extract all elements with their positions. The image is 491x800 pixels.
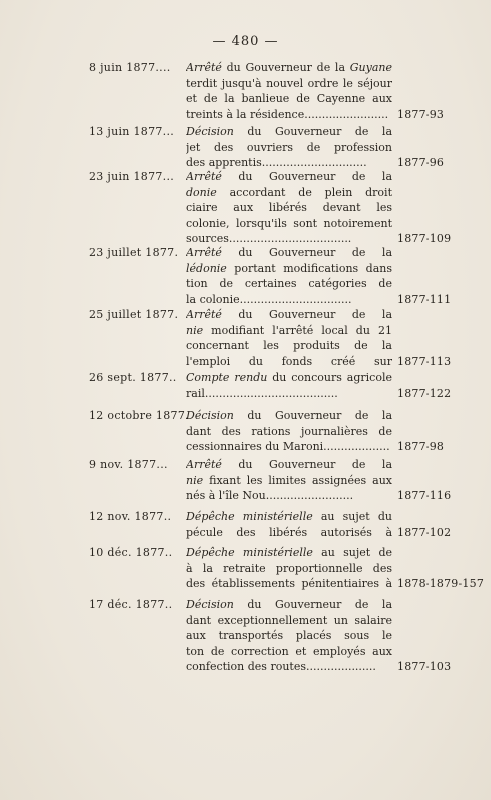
entry-text (186, 124, 392, 171)
entry-reference: 1877-102 (397, 525, 452, 539)
entry-line: Arrêté du Gouverneur de la (186, 246, 392, 259)
entry-reference: 1877-96 (397, 156, 445, 169)
entry-line: pécule des libérés autorisés à (186, 525, 392, 539)
entry-line: dant exceptionnellement un salaire (186, 613, 392, 627)
entry-reference: 1878-1879-157 (397, 577, 485, 590)
entry-line: nés à l'île Nou......................... (186, 489, 354, 502)
entry-text (186, 457, 392, 504)
entry-text (186, 545, 392, 592)
entry-line: cessionnaires du Maroni................... (186, 440, 390, 453)
entry-text (186, 597, 392, 675)
entry-line: Décision du Gouverneur de la (186, 409, 392, 422)
entry-line: Arrêté du Gouverneur de la (186, 170, 392, 183)
entry-date: 26 sept. 1877.. (89, 371, 177, 384)
entry-reference: 1877-122 (397, 386, 452, 400)
entry-text (186, 169, 392, 247)
entry-line: treints à la résidence........................ (186, 107, 389, 121)
entry-date: 25 juillet 1877. (89, 308, 179, 321)
entry-line: Dépêche ministérielle au sujet du (186, 510, 392, 523)
entry-reference: 1877-113 (397, 354, 452, 368)
entry-line: nie modifiant l'arrêté local du 21 (186, 323, 392, 337)
entry-line: ton de correction et employés aux (186, 644, 392, 658)
entry-text (186, 408, 392, 455)
entry-line: concernant les produits de la (186, 339, 392, 352)
entry-date: 23 juin 1877... (89, 170, 175, 183)
entry-line: l'emploi du fonds créé sur (186, 354, 392, 368)
entry-line: et de la banlieue de Cayenne aux (186, 92, 392, 105)
entry-line: Arrêté du Gouverneur de la (186, 458, 392, 471)
entry-line: lédonie portant modifications dans (186, 261, 392, 275)
entry-line: à la retraite proportionnelle des (186, 561, 392, 575)
entry-date: 10 déc. 1877.. (89, 546, 173, 559)
entry-line: terdit jusqu'à nouvel ordre le séjour (186, 76, 392, 90)
entry-date: 23 juillet 1877. (89, 246, 179, 259)
entry-text (186, 60, 392, 122)
entry-line: des établissements pénitentiaires à (186, 577, 392, 590)
entry-line: Compte rendu du concours agricole (186, 371, 392, 384)
entry-line: rail...................................... (186, 386, 338, 400)
entry-line: ciaire aux libérés devant les (186, 201, 392, 214)
entry-line: nie fixant les limites assignées aux (186, 473, 392, 487)
entry-text (186, 307, 392, 369)
entry-date: 13 juin 1877... (89, 125, 175, 138)
entry-reference: 1877-98 (397, 440, 445, 453)
entry-line: dant des rations journalières de (186, 424, 392, 438)
entry-reference: 1877-93 (397, 107, 445, 121)
entry-line: confection des routes.................... (186, 660, 376, 673)
entry-reference: 1877-111 (397, 292, 452, 306)
entry-date: 9 nov. 1877... (89, 458, 168, 471)
entry-line: jet des ouvriers de profession (186, 140, 392, 154)
entry-text (186, 509, 392, 540)
entry-line: des apprentis.............................. (186, 156, 367, 169)
entry-reference: 1877-116 (397, 489, 452, 502)
entry-line: donie accordant de plein droit (186, 185, 392, 199)
entry-line: la colonie................................ (186, 292, 352, 306)
entry-line: Arrêté du Gouverneur de la Guyane (186, 61, 392, 74)
entry-line: Arrêté du Gouverneur de la (186, 308, 392, 321)
entry-line: colonie, lorsqu'ils sont notoirement (186, 216, 392, 230)
entry-date: 12 nov. 1877.. (89, 510, 172, 523)
entry-line: Décision du Gouverneur de la (186, 598, 392, 611)
entry-reference: 1877-103 (397, 660, 452, 673)
entry-date: 12 octobre 1877. (89, 409, 189, 422)
entry-date: 8 juin 1877.... (89, 61, 171, 74)
entry-line: tion de certaines catégories de (186, 277, 392, 290)
entry-reference: 1877-109 (397, 232, 452, 245)
entry-line: aux transportés placés sous le (186, 629, 392, 642)
entry-text (186, 370, 392, 401)
entry-line: sources................................... (186, 232, 352, 245)
entry-text (186, 245, 392, 307)
page-number: — 480 — (212, 34, 279, 49)
entry-line: Dépêche ministérielle au sujet de (186, 546, 392, 559)
entry-line: Décision du Gouverneur de la (186, 125, 392, 138)
entry-date: 17 déc. 1877.. (89, 598, 173, 611)
